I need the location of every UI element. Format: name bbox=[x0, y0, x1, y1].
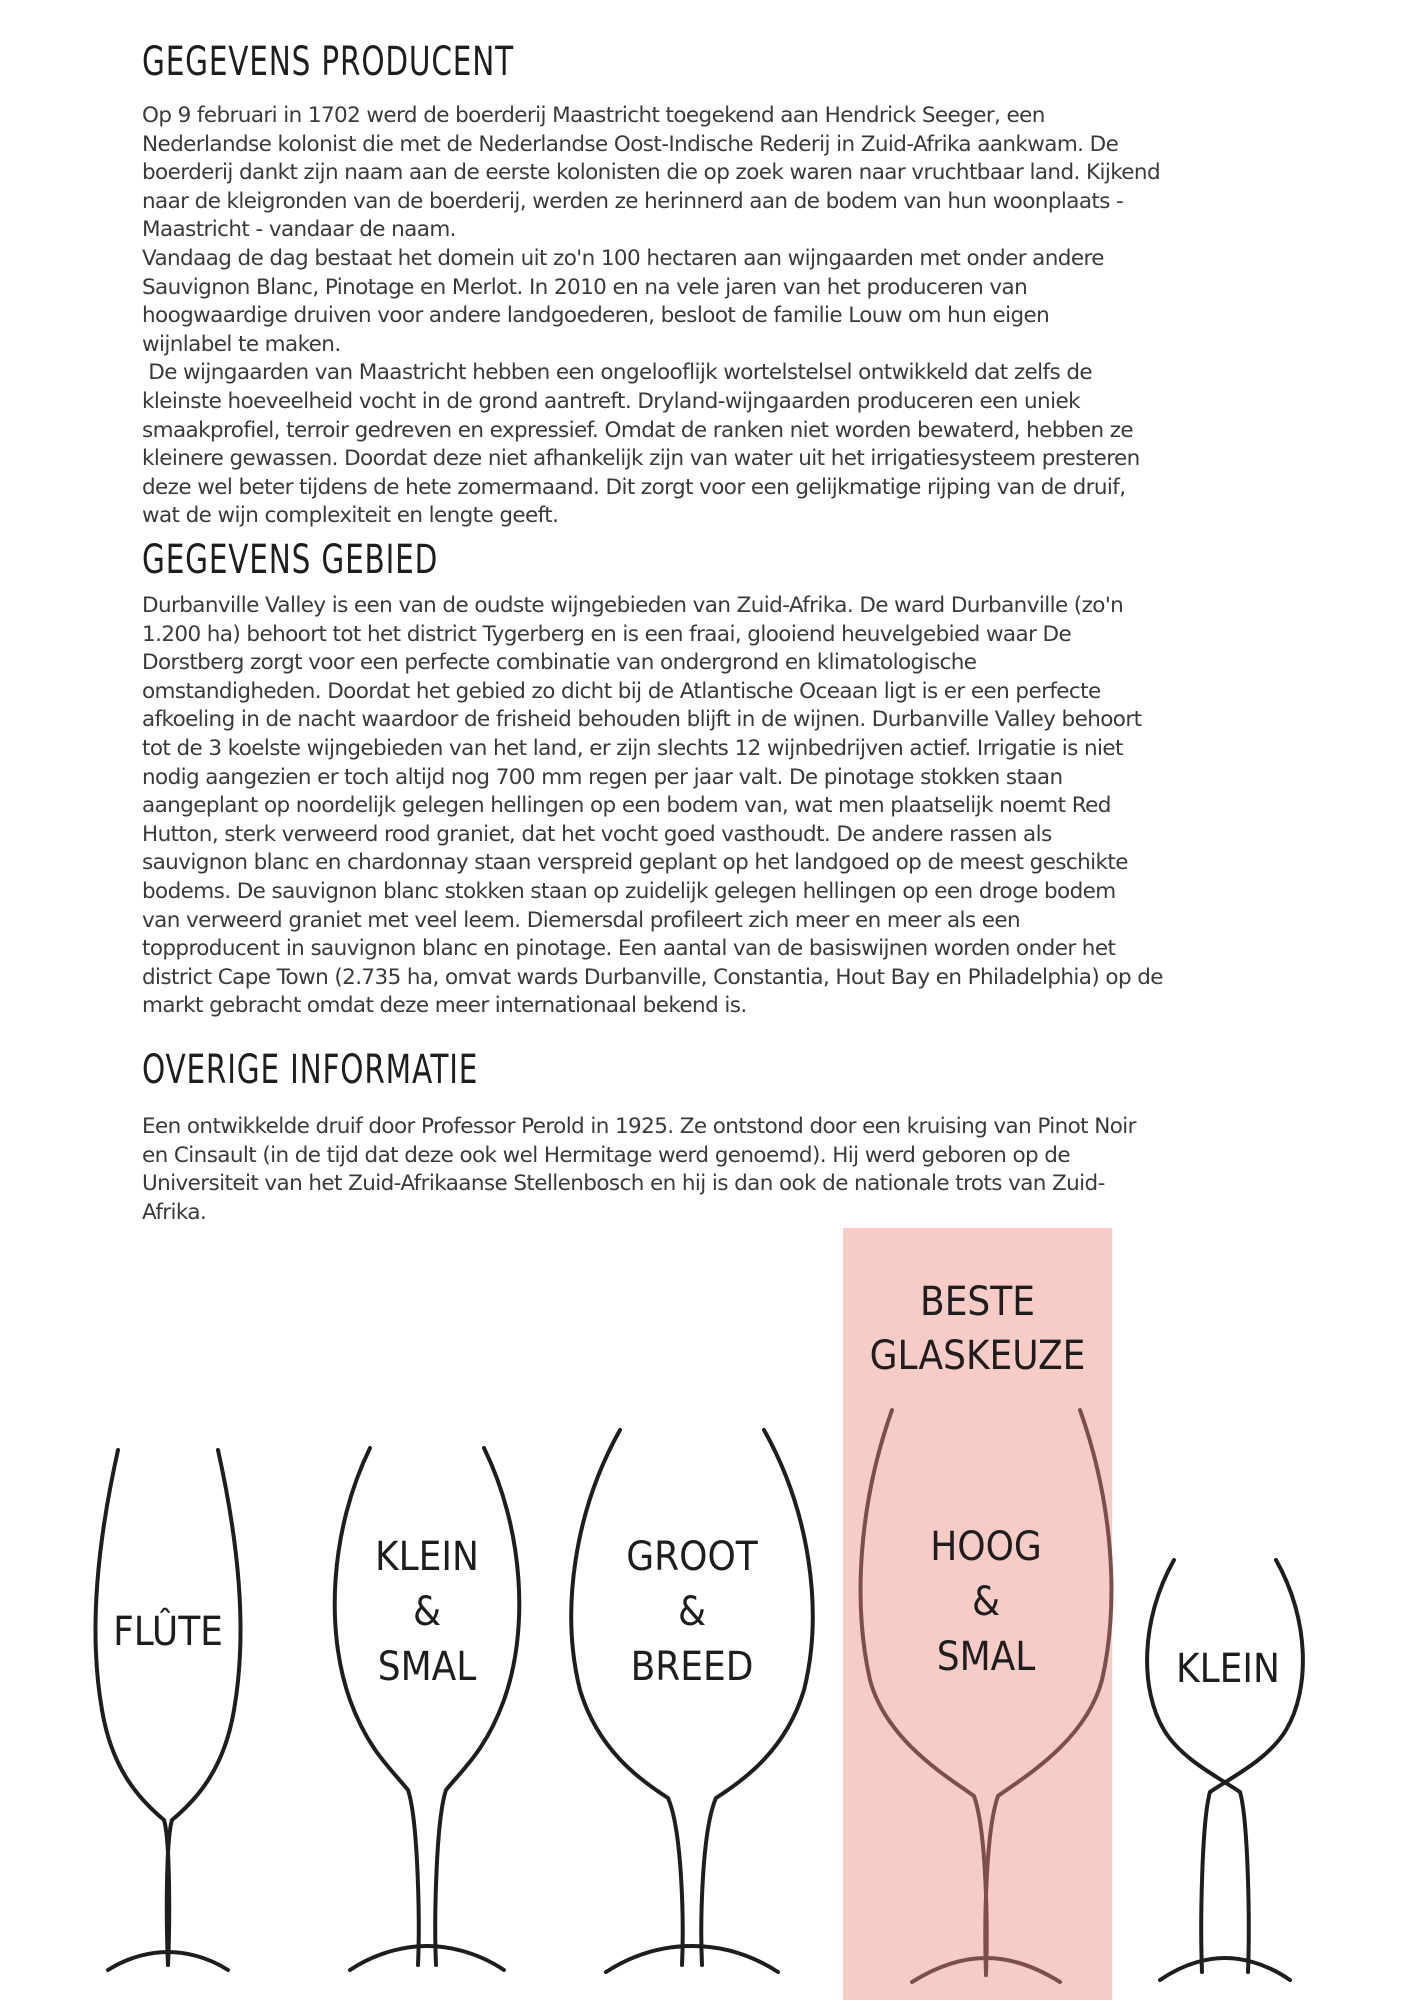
glass-comparison bbox=[0, 1400, 1414, 2000]
flute-glass-icon bbox=[95, 1450, 240, 1970]
section-text-producent bbox=[142, 102, 1282, 531]
text-line: topproducent in sauvignon blanc en pinotage. Een aantal van de basiswijnen worden onder het bbox=[142, 936, 1116, 962]
text-line: wijnlabel te maken. bbox=[142, 331, 341, 357]
text-line: sauvignon blanc en chardonnay staan verspreid geplant op het landgoed op de meest geschikte bbox=[142, 850, 1128, 876]
text-line: 1.200 ha) behoort tot het district Tygerberg en is een fraai, glooiend heuvelgebied waar De bbox=[142, 621, 1072, 647]
text-line: Vandaag de dag bestaat het domein uit zo'n 100 hectaren aan wijngaarden met onder andere bbox=[142, 245, 1104, 271]
text-line: Maastricht - vandaar de naam. bbox=[142, 217, 456, 243]
text-line: en Cinsault (in de tijd dat deze ook wel Hermitage werd genoemd). Hij werd geboren op de bbox=[142, 1142, 1070, 1168]
large-wide-glass-icon bbox=[571, 1430, 812, 1972]
best-choice-line: BESTE bbox=[920, 1279, 1035, 1325]
glass-label: SMAL bbox=[377, 1644, 477, 1690]
glass-label: BREED bbox=[630, 1644, 754, 1690]
best-choice-line: GLASKEUZE bbox=[869, 1333, 1086, 1379]
text-line: kleinste hoeveelheid vocht in de grond aantreft. Dryland-wijngaarden produceren een uniek bbox=[142, 388, 1080, 414]
text-line: wat de wijn complexiteit en lengte geeft. bbox=[142, 503, 559, 529]
glass-label: & bbox=[971, 1579, 1001, 1625]
glass-label: FLÛTE bbox=[113, 1609, 223, 1655]
text-line: Afrika. bbox=[142, 1199, 207, 1225]
glass-label: HOOG bbox=[930, 1524, 1042, 1570]
text-line: smaakprofiel, terroir gedreven en expressief. Omdat de ranken niet worden bewaterd, hebben ze bbox=[142, 417, 1134, 443]
glass-label: & bbox=[412, 1589, 442, 1635]
section-text-gebied bbox=[142, 592, 1282, 1021]
text-line: Op 9 februari in 1702 werd de boerderij Maastricht toegekend aan Hendrick Seeger, een bbox=[142, 103, 1045, 128]
text-line: afkoeling in de nacht waardoor de frisheid behouden blijft in de wijnen. Durbanville Valley behoort bbox=[142, 707, 1142, 733]
glass-label: GROOT bbox=[626, 1534, 758, 1580]
text-line: aangeplant op noordelijk gelegen hellingen op een bodem van, wat men plaatselijk noemt Red bbox=[142, 793, 1111, 819]
small-glass-icon bbox=[1147, 1560, 1303, 1980]
section-text-overige bbox=[142, 1113, 1282, 1227]
text-line: Nederlandse kolonist die met de Nederlandse Oost-Indische Rederij in Zuid-Afrika aankwam. De bbox=[142, 131, 1119, 157]
text-line: nodig aangezien er toch altijd nog 700 mm regen per jaar valt. De pinotage stokken staan bbox=[142, 764, 1063, 790]
text-line: boerderij dankt zijn naam aan de eerste kolonisten die op zoek waren naar vruchtbaar land. Kijkend bbox=[142, 160, 1160, 186]
glass-label: KLEIN bbox=[375, 1534, 479, 1580]
text-line: tot de 3 koelste wijngebieden van het land, er zijn slechts 12 wijnbedrijven actief. Irrigatie is niet bbox=[142, 735, 1123, 761]
text-line: bodems. De sauvignon blanc stokken staan op zuidelijk gelegen hellingen op een droge bodem bbox=[142, 878, 1116, 904]
text-line: Dorstberg zorgt voor een perfecte combinatie van ondergrond en klimatologische bbox=[142, 650, 977, 676]
tall-narrow-glass-icon bbox=[861, 1410, 1112, 1982]
text-line: Hutton, sterk verweerd rood graniet, dat het vocht goed vasthoudt. De andere rassen als bbox=[142, 821, 1052, 847]
text-line: deze wel beter tijdens de hete zomermaand. Dit zorgt voor een gelijkmatige rijping van de druif, bbox=[142, 474, 1126, 500]
small-narrow-glass-icon bbox=[335, 1448, 520, 1970]
text-line: Universiteit van het Zuid-Afrikaanse Stellenbosch en hij is dan ook de nationale trots van Zuid- bbox=[142, 1171, 1105, 1197]
text-line: kleinere gewassen. Doordat deze niet afhankelijk zijn van water uit het irrigatiesysteem presteren bbox=[142, 446, 1140, 472]
text-line: van verweerd graniet met veel leem. Diemersdal profileert zich meer en meer als een bbox=[142, 907, 1021, 933]
text-line: Sauvignon Blanc, Pinotage en Merlot. In 2010 en na vele jaren van het produceren van bbox=[142, 274, 1028, 300]
text-line: De wijngaarden van Maastricht hebben een ongelooflijk wortelstelsel ontwikkeld dat zelfs de bbox=[142, 360, 1092, 386]
section-heading-producent: GEGEVENS PRODUCENT bbox=[142, 39, 514, 85]
text-line: naar de kleigronden van de boerderij, werden ze herinnerd aan de bodem van hun woonplaats - bbox=[142, 188, 1124, 214]
glass-label: SMAL bbox=[936, 1634, 1036, 1680]
section-heading-overige: OVERIGE INFORMATIE bbox=[142, 1047, 479, 1093]
text-line: district Cape Town (2.735 ha, omvat wards Durbanville, Constantia, Hout Bay en Philadelphia) op de bbox=[142, 964, 1163, 990]
text-line: Durbanville Valley is een van de oudste wijngebieden van Zuid-Afrika. De ward Durbanville (zo'n bbox=[142, 593, 1124, 618]
text-line: hoogwaardige druiven voor andere landgoederen, besloot de familie Louw om hun eigen bbox=[142, 303, 1050, 329]
text-line: markt gebracht omdat deze meer internationaal bekend is. bbox=[142, 993, 747, 1019]
glass-label: KLEIN bbox=[1176, 1646, 1280, 1692]
best-choice-label bbox=[843, 1275, 1112, 1383]
section-heading-gebied: GEGEVENS GEBIED bbox=[142, 537, 439, 583]
glass-label: & bbox=[677, 1589, 707, 1635]
text-line: omstandigheden. Doordat het gebied zo dicht bij de Atlantische Oceaan ligt is er een perfecte bbox=[142, 678, 1101, 704]
text-line: Een ontwikkelde druif door Professor Perold in 1925. Ze ontstond door een kruising van Pinot Noir bbox=[142, 1114, 1136, 1139]
